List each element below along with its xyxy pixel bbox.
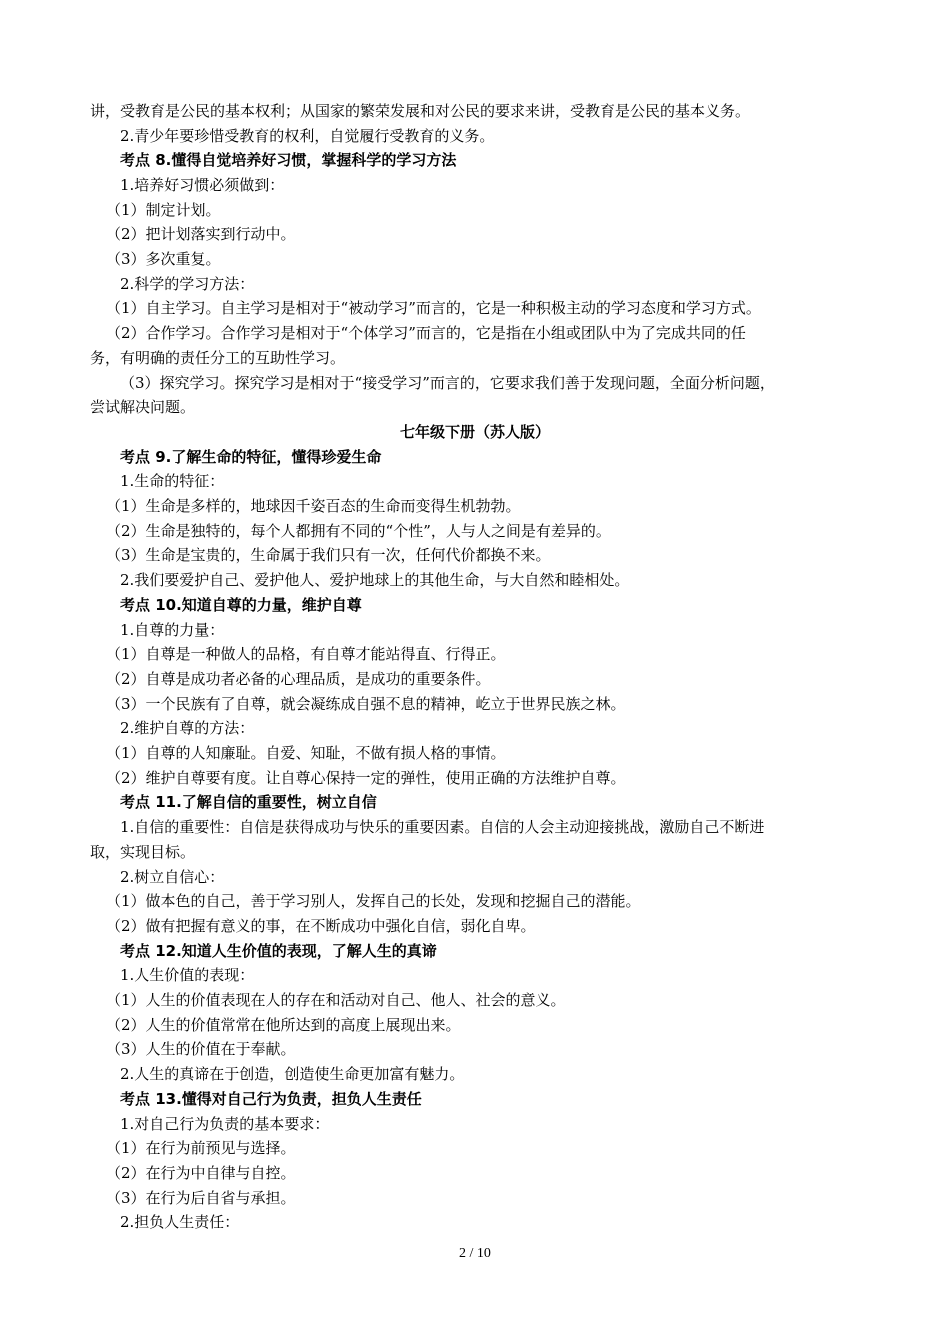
list-item: （2）自尊是成功者必备的心理品质，是成功的重要条件。: [106, 670, 491, 688]
chapter-heading: 七年级下册（苏人版）: [399, 423, 550, 441]
text-line: 务，有明确的责任分工的互助性学习。: [90, 349, 346, 367]
text-line: 1.自尊的力量：: [120, 621, 225, 639]
list-item: （1）在行为前预见与选择。: [106, 1139, 296, 1157]
text-line: 2.维护自尊的方法：: [120, 719, 255, 737]
list-item: （3）生命是宝贵的，生命属于我们只有一次，任何代价都换不来。: [106, 546, 551, 564]
text-line: 2.青少年要珍惜受教育的权利，自觉履行受教育的义务。: [120, 127, 495, 145]
text-line: 取，实现目标。: [90, 843, 196, 861]
section-heading: 考点 10.知道自尊的力量，维护自尊: [120, 596, 362, 614]
list-item: （1）人生的价值表现在人的存在和活动对自己、他人、社会的意义。: [106, 991, 566, 1009]
list-item: （2）维护自尊要有度。让自尊心保持一定的弹性，使用正确的方法维护自尊。: [106, 769, 626, 787]
list-item: （2）把计划落实到行动中。: [106, 225, 296, 243]
page-number: 2 / 10: [459, 1246, 491, 1261]
text-line: 尝试解决问题。: [90, 398, 196, 416]
list-item: （2）生命是独特的，每个人都拥有不同的“个性”，人与人之间是有差异的。: [106, 522, 611, 540]
list-item: （2）人生的价值常常在他所达到的高度上展现出来。: [106, 1016, 461, 1034]
text-line: 2.担负人生责任：: [120, 1213, 240, 1231]
section-heading: 考点 9.了解生命的特征，懂得珍爱生命: [120, 448, 382, 466]
list-item: （3）一个民族有了自尊，就会凝练成自强不息的精神，屹立于世界民族之林。: [106, 695, 626, 713]
list-item: （1）做本色的自己，善于学习别人，发挥自己的长处，发现和挖掘自己的潜能。: [106, 892, 641, 910]
list-item: （1）自尊是一种做人的品格，有自尊才能站得直、行得正。: [106, 645, 506, 663]
text-line: 2.树立自信心：: [120, 868, 225, 886]
text-line: 1.自信的重要性：自信是获得成功与快乐的重要因素。自信的人会主动迎接挑战，激励自己不断进: [120, 818, 765, 836]
text-line: 1.对自己行为负责的基本要求：: [120, 1115, 330, 1133]
text-line: 1.培养好习惯必须做到：: [120, 176, 285, 194]
text-line: 讲，受教育是公民的基本权利；从国家的繁荣发展和对公民的要求来讲，受教育是公民的基本义务。: [90, 102, 751, 120]
text-line: 2.科学的学习方法：: [120, 275, 255, 293]
list-item: （2）合作学习。合作学习是相对于“个体学习”而言的，它是指在小组或团队中为了完成共同的任: [106, 324, 746, 342]
list-item: （2）在行为中自律与自控。: [106, 1164, 296, 1182]
text-line: 2.我们要爱护自己、爱护他人、爱护地球上的其他生命，与大自然和睦相处。: [120, 571, 630, 589]
section-heading: 考点 12.知道人生价值的表现，了解人生的真谛: [120, 942, 437, 960]
text-line: 1.生命的特征：: [120, 472, 225, 490]
list-item: （3）在行为后自省与承担。: [106, 1189, 296, 1207]
list-item: （3）多次重复。: [106, 250, 221, 268]
section-heading: 考点 13.懂得对自己行为负责，担负人生责任: [120, 1090, 422, 1108]
list-item: （1）制定计划。: [106, 201, 221, 219]
list-item: （1）生命是多样的，地球因千姿百态的生命而变得生机勃勃。: [106, 497, 521, 515]
list-item: （3）人生的价值在于奉献。: [106, 1040, 296, 1058]
list-item: （3）探究学习。探究学习是相对于“接受学习”而言的，它要求我们善于发现问题，全面分析问题，: [120, 374, 775, 392]
list-item: （2）做有把握有意义的事，在不断成功中强化自信，弱化自卑。: [106, 917, 536, 935]
list-item: （1）自尊的人知廉耻。自爱、知耻，不做有损人格的事情。: [106, 744, 506, 762]
list-item: （1）自主学习。自主学习是相对于“被动学习”而言的，它是一种积极主动的学习态度和学习方式。: [106, 299, 761, 317]
section-heading: 考点 11.了解自信的重要性，树立自信: [120, 793, 377, 811]
text-line: 2.人生的真谛在于创造，创造使生命更加富有魅力。: [120, 1065, 465, 1083]
section-heading: 考点 8.懂得自觉培养好习惯，掌握科学的学习方法: [120, 151, 457, 169]
text-line: 1.人生价值的表现：: [120, 966, 255, 984]
